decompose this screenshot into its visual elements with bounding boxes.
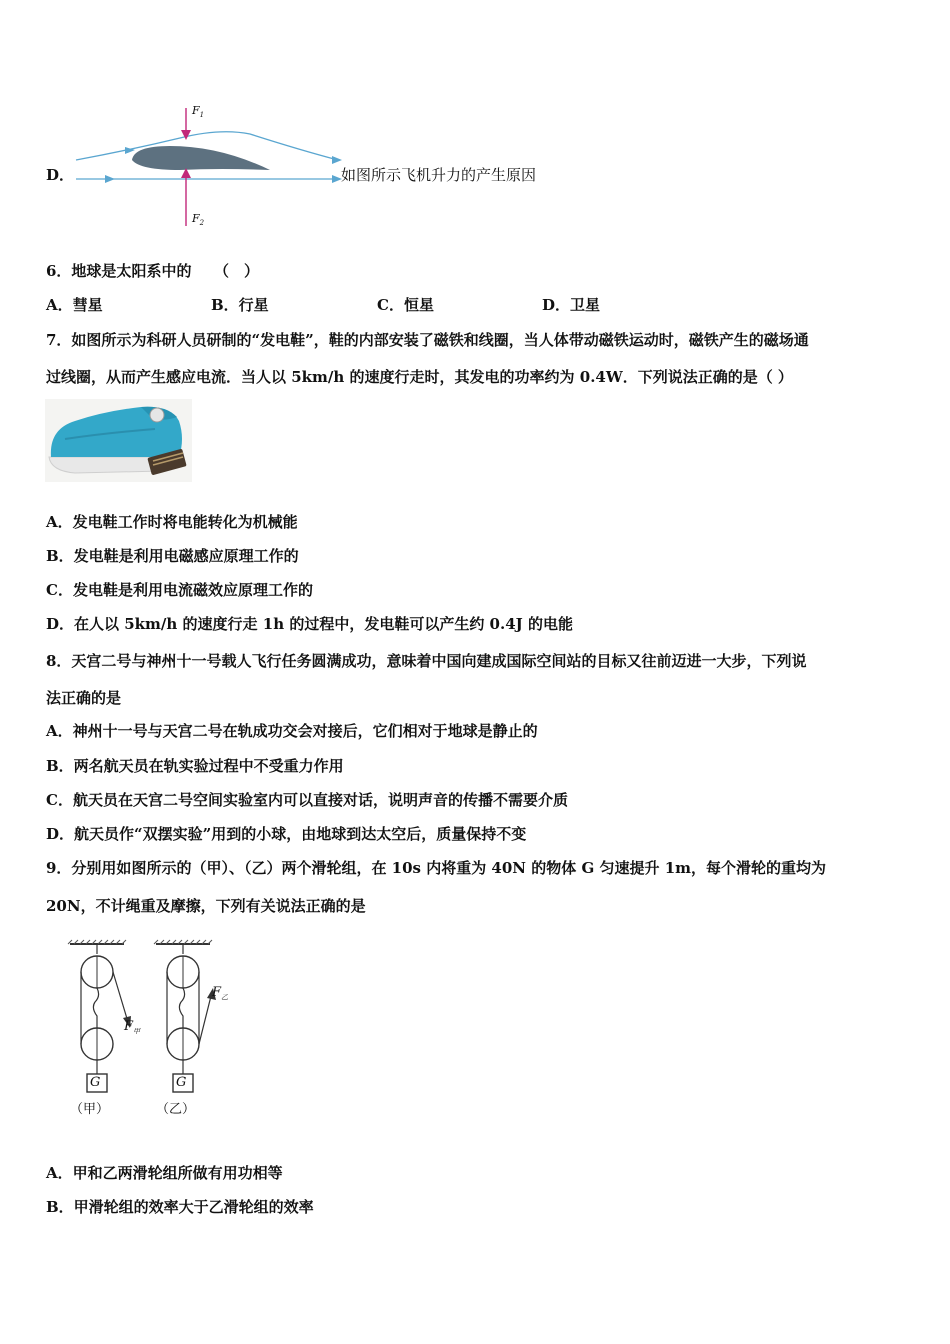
q9-option-a: A．甲和乙两滑轮组所做有用功相等 [46, 1164, 283, 1182]
q7-option-c: C．发电鞋是利用电流磁效应原理工作的 [46, 581, 313, 599]
q5-option-d-label: D． [46, 166, 75, 184]
q8-stem-line1: 8．天宫二号与神州十一号载人飞行任务圆满成功，意味着中国向建成国际空间站的目标又往前迈进一大步，下列说 [46, 652, 807, 670]
q9-stem-line2: 20N，不计绳重及摩擦，下列有关说法正确的是 [46, 897, 366, 915]
pulley-yi-caption: （乙） [156, 1102, 196, 1117]
q7-stem-line2: 过线圈，从而产生感应电流．当人以 5km/h 的速度行走时，其发电的功率约为 0.4W．下列说法正确的是（ ） [46, 368, 793, 386]
pulley-yi-weight-label: G [176, 1075, 187, 1090]
q9-stem-line1: 9．分别用如图所示的（甲）、（乙）两个滑轮组，在 10s 内将重为 40N 的物体 G 匀速提升 1m，每个滑轮的重均为 [46, 859, 827, 877]
q7-stem-line1: 7．如图所示为科研人员研制的“发电鞋”，鞋的内部安装了磁铁和线圈，当人体带动磁铁运动时，磁铁产生的磁场通 [46, 331, 809, 349]
q6-option-b: B．行星 [211, 296, 269, 314]
airfoil-figure [70, 100, 350, 230]
q6-option-a: A．彗星 [46, 296, 103, 314]
q6-stem: 6．地球是太阳系中的 （ ） [46, 262, 259, 280]
q9-option-b: B．甲滑轮组的效率大于乙滑轮组的效率 [46, 1198, 314, 1216]
q8-option-d: D．航天员作“双摆实验”用到的小球，由地球到达太空后，质量保持不变 [46, 825, 527, 843]
force-label-f1: $F_1$ [192, 104, 205, 120]
q6-option-d: D．卫星 [542, 296, 601, 314]
pulley-jia-weight-label: G [90, 1075, 101, 1090]
q8-option-b: B．两名航天员在轨实验过程中不受重力作用 [46, 757, 344, 775]
force-label-f2: $F_2$ [192, 212, 205, 228]
pulley-jia-caption: （甲） [70, 1102, 110, 1117]
force-label-f-yi: $F_乙$ [212, 985, 229, 1002]
q7-option-a: A．发电鞋工作时将电能转化为机械能 [46, 513, 298, 531]
q7-option-d: D．在人以 5km/h 的速度行走 1h 的过程中，发电鞋可以产生约 0.4J 的电能 [46, 615, 573, 633]
q8-option-a: A．神州十一号与天宫二号在轨成功交会对接后，它们相对于地球是静止的 [46, 722, 538, 740]
q8-stem-line2: 法正确的是 [46, 689, 122, 707]
q7-option-b: B．发电鞋是利用电磁感应原理工作的 [46, 547, 299, 565]
q5-option-d-text: 如图所示飞机升力的产生原因 [341, 166, 537, 184]
power-shoe-image [45, 399, 192, 482]
q8-option-c: C．航天员在天宫二号空间实验室内可以直接对话，说明声音的传播不需要介质 [46, 791, 568, 809]
q6-option-c: C．恒星 [377, 296, 434, 314]
force-label-f-jia: $F_甲$ [124, 1019, 141, 1036]
